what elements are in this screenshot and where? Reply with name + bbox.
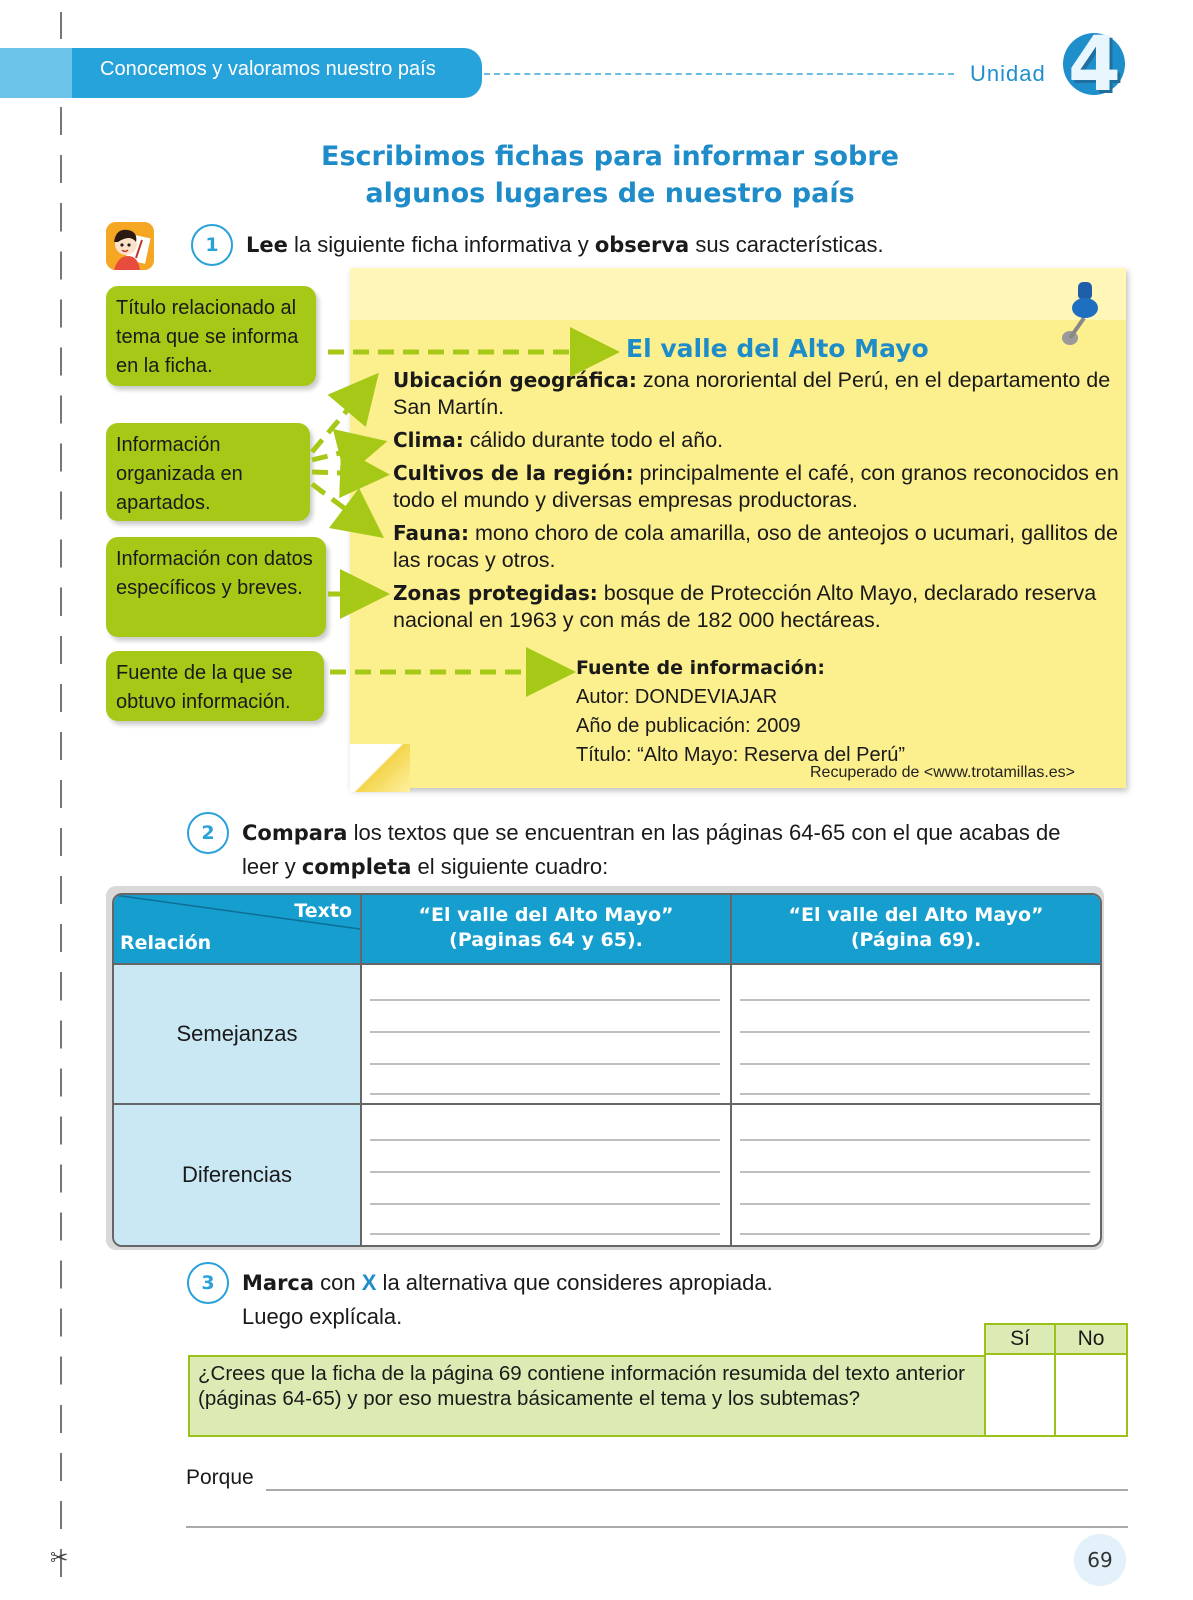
writing-line[interactable] xyxy=(370,1139,720,1141)
instruction-verb: Compara xyxy=(242,821,348,845)
answer-line[interactable] xyxy=(186,1526,1128,1528)
instruction-verb: completa xyxy=(301,855,412,879)
card-body xyxy=(393,367,1128,640)
writing-line[interactable] xyxy=(740,1063,1090,1065)
writing-line[interactable] xyxy=(370,1093,720,1095)
section-text: mono choro de cola amarilla, oso de anteojos o ucumari, gallitos de las rocas y otros. xyxy=(393,521,1118,572)
col-divider xyxy=(360,895,362,1245)
page-title-line1: Escribimos fichas para informar sobre xyxy=(321,141,899,172)
card-section xyxy=(393,580,1128,634)
col-divider xyxy=(730,895,732,1245)
instruction-text: sus características. xyxy=(689,232,884,257)
page-title-line2: algunos lugares de nuestro país xyxy=(365,178,855,209)
card-source xyxy=(576,654,905,770)
activity-2-number: 2 xyxy=(187,812,229,854)
arrow-to-cultivos xyxy=(312,472,370,474)
section-text: cálido durante todo el año. xyxy=(463,428,724,452)
question-box: ¿Crees que la ficha de la página 69 contiene información resumida del texto anterior (páginas 64-65) y por eso muestra básicamente el tema y los subtemas? xyxy=(188,1355,986,1437)
instruction-text: la siguiente ficha informativa y xyxy=(287,232,595,257)
corner-label-relation: Relación xyxy=(120,932,212,954)
answer-line[interactable] xyxy=(266,1489,1128,1491)
section-title: Conocemos y valoramos nuestro país xyxy=(100,58,436,80)
source-url: Recuperado de <www.trotamillas.es> xyxy=(810,764,1076,781)
writing-line[interactable] xyxy=(370,1233,720,1235)
instruction-verb: Marca xyxy=(242,1271,315,1295)
section-label: Fauna: xyxy=(393,521,469,545)
card-section xyxy=(393,520,1128,574)
activity-3-number: 3 xyxy=(187,1262,229,1304)
label-sections: Información organizada en apartados. xyxy=(106,423,310,521)
because-label: Porque xyxy=(186,1466,254,1489)
activity-2-instruction xyxy=(242,816,1072,884)
instruction-text: el siguiente cuadro: xyxy=(411,854,609,879)
source-title: Título: “Alto Mayo: Reserva del Perú” xyxy=(576,744,906,766)
writing-line[interactable] xyxy=(740,1233,1090,1235)
instruction-text: los textos que se encuentran en las páginas 64-65 con el que acabas de leer y xyxy=(242,820,1061,879)
section-label: Cultivos de la región: xyxy=(393,461,634,485)
instruction-verb: Lee xyxy=(246,233,288,257)
source-author: Autor: DONDEVIAJAR xyxy=(576,686,778,708)
arrow-to-ubicacion xyxy=(312,388,366,452)
instruction-text: la alternativa que consideres apropiada. xyxy=(376,1270,773,1295)
instruction-text: con xyxy=(314,1270,362,1295)
label-source: Fuente de la que se obtuvo información. xyxy=(106,651,324,721)
writing-line[interactable] xyxy=(740,1139,1090,1141)
table-col-header xyxy=(732,895,1100,963)
card-section xyxy=(393,367,1128,421)
yes-checkbox[interactable] xyxy=(984,1353,1056,1437)
section-text: zona nororiental del Perú, en el departamento de San Martín. xyxy=(393,368,1111,419)
writing-line[interactable] xyxy=(740,999,1090,1001)
section-text: principalmente el café, con granos reconocidos en todo el mundo y diversas empresas productoras. xyxy=(393,461,1119,512)
source-year: Año de publicación: 2009 xyxy=(576,715,801,737)
row-header-semejanzas: Semejanzas xyxy=(114,965,360,1103)
col-header-line: (Página 69). xyxy=(850,929,982,951)
comparison-table xyxy=(112,893,1102,1247)
page-number: 69 xyxy=(1074,1534,1126,1586)
scissors-icon: ✂ xyxy=(50,1546,69,1571)
section-text: bosque de Protección Alto Mayo, declarado reserva nacional en 1963 y con más de 182 000 hectáreas. xyxy=(393,581,1097,632)
writing-line[interactable] xyxy=(740,1203,1090,1205)
arrow-to-fauna xyxy=(312,484,368,526)
mark-x: X xyxy=(361,1270,377,1295)
activity-3-instruction xyxy=(242,1266,962,1333)
unit-label: Unidad xyxy=(970,61,1046,86)
writing-line[interactable] xyxy=(370,1031,720,1033)
instruction-line2: Luego explícala. xyxy=(242,1304,403,1329)
card-title: El valle del Alto Mayo xyxy=(626,334,929,363)
table-corner-cell xyxy=(114,895,360,963)
no-checkbox[interactable] xyxy=(1054,1353,1128,1437)
corner-label-text: Texto xyxy=(294,900,352,922)
row-header-diferencias: Diferencias xyxy=(114,1105,360,1245)
section-label: Ubicación geográfica: xyxy=(393,368,637,392)
writing-line[interactable] xyxy=(740,1171,1090,1173)
writing-line[interactable] xyxy=(370,1171,720,1173)
section-label: Clima: xyxy=(393,428,464,452)
unit-number: 4 xyxy=(1068,19,1121,108)
card-section xyxy=(393,427,1128,454)
writing-line[interactable] xyxy=(740,1031,1090,1033)
yes-header: Sí xyxy=(984,1323,1056,1355)
writing-line[interactable] xyxy=(370,1063,720,1065)
instruction-verb: observa xyxy=(594,233,690,257)
table-col-header xyxy=(362,895,730,963)
activity-1-number: 1 xyxy=(191,224,233,266)
writing-line[interactable] xyxy=(370,1203,720,1205)
col-header-line: “El valle del Alto Mayo” xyxy=(418,904,674,926)
col-header-line: “El valle del Alto Mayo” xyxy=(788,904,1044,926)
arrow-to-clima xyxy=(312,446,368,460)
col-header-line: (Paginas 64 y 65). xyxy=(449,929,643,951)
writing-line[interactable] xyxy=(740,1093,1090,1095)
no-header: No xyxy=(1054,1323,1128,1355)
card-section xyxy=(393,460,1128,514)
writing-line[interactable] xyxy=(370,999,720,1001)
section-label: Zonas protegidas: xyxy=(393,581,598,605)
label-specific-data: Información con datos específicos y breves. xyxy=(106,537,326,637)
source-heading: Fuente de información: xyxy=(576,657,825,679)
label-title: Título relacionado al tema que se informa en la ficha. xyxy=(106,286,316,386)
